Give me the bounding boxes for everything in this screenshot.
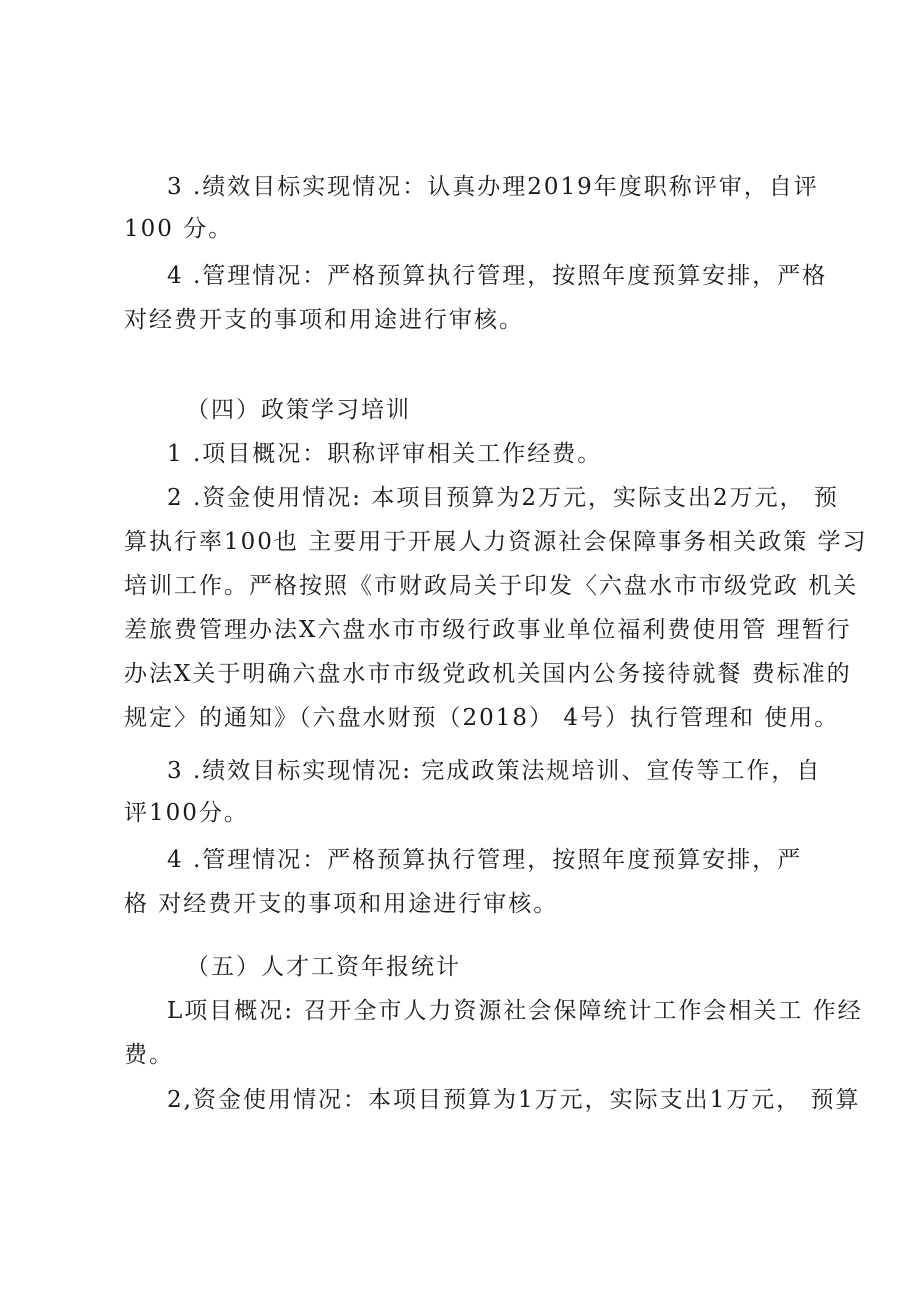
text-line: 办法X关于明确六盘水市市级党政机关国内公务接待就餐 费标准的 <box>124 661 852 687</box>
text-line: 费。 <box>124 1042 174 1068</box>
text-line: 4 .管理情况：严格预算执行管理，按照年度预算安排，严格 <box>167 263 828 289</box>
text-line: 评100分。 <box>124 800 249 826</box>
text-line: 格 对经费开支的事项和用途进行审核。 <box>124 891 559 917</box>
text-line: 100 分。 <box>124 216 234 242</box>
text-line: 3 .绩效目标实现情况: 完成政策法规培训、宣传等工作，自 <box>167 758 822 784</box>
text-line: 培训工作。严格按照《市财政局关于印发〈六盘水市市级党政 机关 <box>124 573 859 599</box>
text-line: 差旅费管理办法X六盘水市市级行政事业单位福利费使用管 理暂行 <box>124 617 852 643</box>
text-line: L项目概况: 召开全市人力资源社会保障统计工作会相关工 作经 <box>167 998 863 1024</box>
text-line: 2 .资金使用情况: 本项目预算为2万元，实际支出2万元， 预 <box>167 485 839 511</box>
text-line: 4 .管理情况：严格预算执行管理，按照年度预算安排，严 <box>167 847 803 873</box>
section-heading: （四）政策学习培训 <box>186 397 411 423</box>
text-line: 1 .项目概况：职称评审相关工作经费。 <box>167 441 603 467</box>
section-heading: （五）人才工资年报统计 <box>186 954 461 980</box>
text-line: 2,资金使用情况：本项目预算为1万元，实际支出1万元， 预算 <box>167 1087 861 1113</box>
text-line: 3 .绩效目标实现情况：认真办理2019年度职称评审，自评 <box>167 174 819 200</box>
text-line: 算执行率100也 主要用于开展人力资源社会保障事务相关政策 学习 <box>124 529 868 555</box>
text-line: 对经费开支的事项和用途进行审核。 <box>124 307 524 333</box>
text-line: 规定〉的通知》（六盘水财预（2018） 4号）执行管理和 使用。 <box>124 705 840 731</box>
